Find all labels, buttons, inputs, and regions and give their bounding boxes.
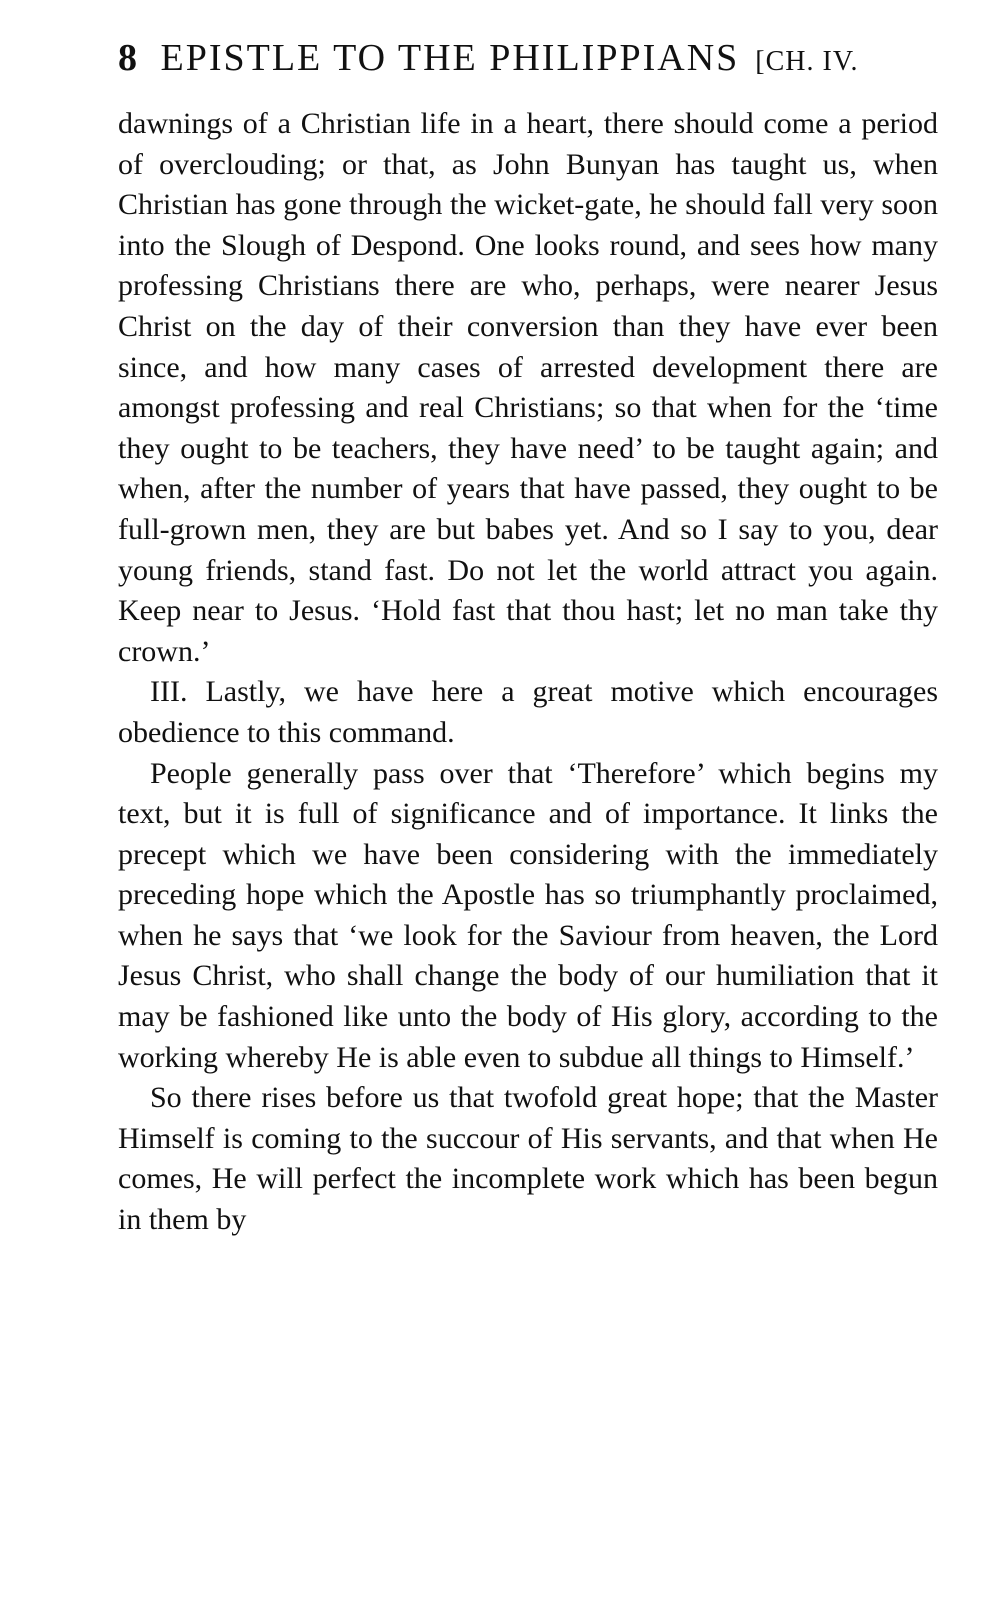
paragraph-continuation: dawnings of a Christian life in a heart, there should come a period of overclouding; or that, as John Bunyan has taught us, when Christian has gone through the wicket-gate, he should fall very soon into the Slough of Despond. One looks round, and sees how many professing Christians there are who, perhaps, were nearer Jesus Christ on the day of their conversion than they have ever been since, and how many cases of arrested development there are amongst professing and real Christians; so that when for the ‘time they ought to be teachers, they have need’ to be taught again; and when, after the number of years that have passed, they ought to be full-grown men, they are but babes yet. And so I say to you, dear young friends, stand fast. Do not let the world attract you again. Keep near to Jesus. ‘Hold fast that thou hast; let no man take thy crown.’ — [118, 107, 938, 668]
page-number: 8 — [118, 37, 139, 79]
running-header — [118, 30, 938, 86]
book-title: EPISTLE TO THE PHILIPPIANS — [160, 37, 740, 79]
paragraph-section-three: III. Lastly, we have here a great motive which encourages obedience to this command. — [118, 675, 938, 749]
body-text — [118, 104, 938, 1241]
paragraph-twofold-hope: So there rises before us that twofold great hope; that the Master Himself is coming to the succour of His servants, and that when He comes, He will perfect the incomplete work which has been begun in them by — [118, 1081, 938, 1237]
paragraph-therefore: People generally pass over that ‘Therefore’ which begins my text, but it is full of significance and of importance. It links the precept which we have been considering with the immediately preceding hope which the Apostle has so triumphantly proclaimed, when he says that ‘we look for the Saviour from heaven, the Lord Jesus Christ, who shall change the body of our humiliation that it may be fashioned like unto the body of His glory, according to the working whereby He is able even to subdue all things to Himself.’ — [118, 756, 938, 1074]
book-page — [118, 30, 938, 1241]
chapter-reference: [CH. IV. — [755, 46, 859, 77]
